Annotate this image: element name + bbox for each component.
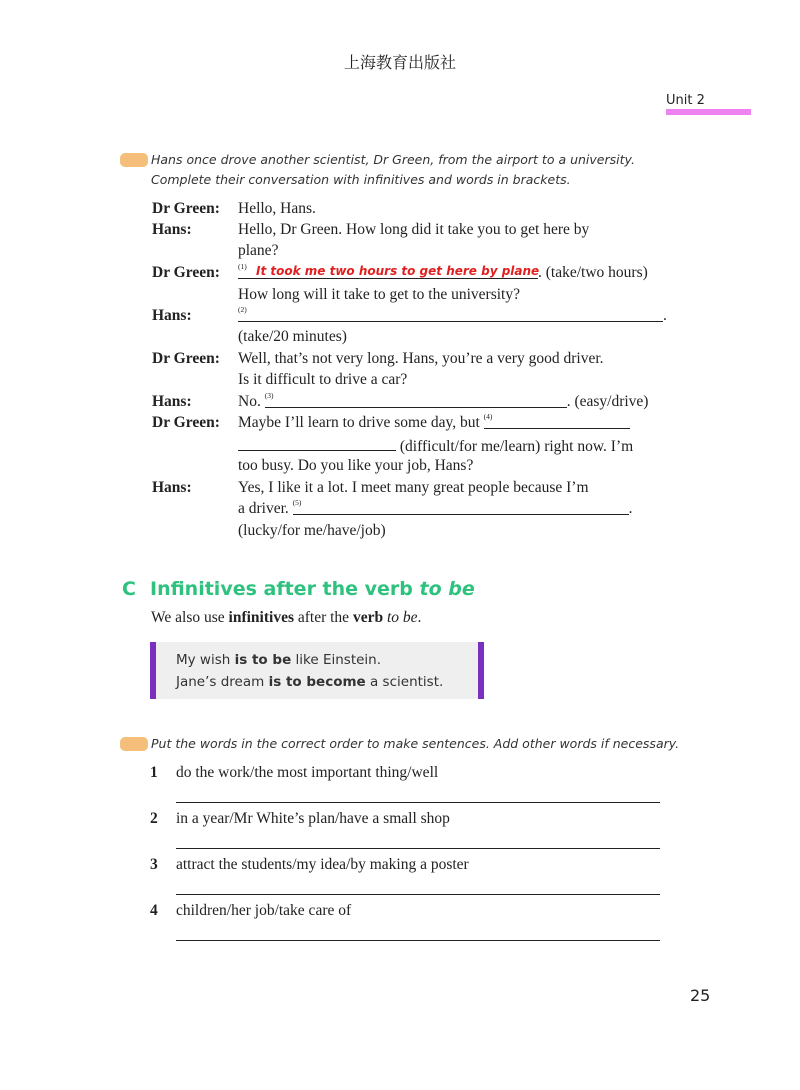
line-prefix: No. xyxy=(238,393,261,410)
section-intro xyxy=(151,609,421,627)
speaker-hans: Hans: xyxy=(152,221,192,238)
answer-blank-5[interactable] xyxy=(293,500,629,515)
hint-text: . xyxy=(628,500,633,517)
hint-text: (difficult/for me/learn) right now. I’m xyxy=(399,438,634,455)
example-box-right-border xyxy=(478,642,484,699)
line-prefix: Maybe I’ll learn to drive some day, but xyxy=(238,414,480,431)
section-title-main: Infinitives after the verb xyxy=(150,578,420,600)
speaker-dr-green: Dr Green: xyxy=(152,200,220,217)
blank-number: (4) xyxy=(483,412,493,421)
example-box-left-border xyxy=(150,642,156,699)
publisher-name: 上海教育出版社 xyxy=(343,53,456,72)
dialogue-line-blank-2 xyxy=(238,307,667,325)
item-words: do the work/the most important thing/well xyxy=(176,764,439,781)
section-title xyxy=(150,578,475,600)
blank-number: (1) xyxy=(238,262,247,271)
dialogue-line: plane? xyxy=(238,242,279,259)
dialogue-line-blank-4 xyxy=(238,414,630,432)
example-box xyxy=(150,642,484,699)
intro-italic: to be xyxy=(386,609,418,626)
answer-line[interactable] xyxy=(176,848,660,849)
example-sentence-2 xyxy=(176,674,443,690)
item-words: in a year/Mr White’s plan/have a small shop xyxy=(176,810,450,827)
dialogue-line: Well, that’s not very long. Hans, you’re a very good driver. xyxy=(238,350,604,367)
answer-line[interactable] xyxy=(176,802,660,803)
speaker-dr-green: Dr Green: xyxy=(152,264,220,281)
section-title-italic: to be xyxy=(419,578,475,600)
line-prefix: a driver. xyxy=(238,500,289,517)
item-words: attract the students/my idea/by making a poster xyxy=(176,856,469,873)
blank-number: (5) xyxy=(292,498,302,507)
example-bold: is to be xyxy=(234,652,292,668)
intro-bold: verb xyxy=(352,609,384,626)
dialogue-line-blank-3 xyxy=(238,393,648,411)
speaker-hans: Hans: xyxy=(152,393,192,410)
item-number: 2 xyxy=(150,810,158,827)
example-sentence-1 xyxy=(176,652,381,668)
example-text: My wish xyxy=(176,652,235,668)
dialogue-line: Hello, Dr Green. How long did it take you to get here by xyxy=(238,221,590,238)
instruction-line-2: Complete their conversation with infinitives and words in brackets. xyxy=(151,172,571,187)
intro-text: We also use xyxy=(151,609,229,626)
example-bold: is to become xyxy=(268,674,366,690)
intro-text: . xyxy=(417,609,422,626)
dialogue-line: (take/20 minutes) xyxy=(238,328,347,345)
exercise-tag-icon xyxy=(120,153,148,167)
page-number: 25 xyxy=(690,986,711,1005)
example-text: Jane’s dream xyxy=(176,674,269,690)
intro-bold: infinitives xyxy=(228,609,294,626)
dialogue-line: Is it difficult to drive a car? xyxy=(238,371,408,388)
dialogue-line: (lucky/for me/have/job) xyxy=(238,522,386,539)
hint-text: . xyxy=(663,307,667,324)
unit-label: Unit 2 xyxy=(666,93,705,108)
handwritten-answer-1: It took me two hours to get here by plane xyxy=(256,264,540,278)
section-letter: C xyxy=(122,578,136,600)
answer-blank-1[interactable] xyxy=(238,264,538,279)
item-words: children/her job/take care of xyxy=(176,902,352,919)
speaker-hans: Hans: xyxy=(152,307,192,324)
answer-blank-3[interactable] xyxy=(265,393,567,408)
item-number: 4 xyxy=(150,902,158,919)
intro-text: after the xyxy=(293,609,353,626)
speaker-dr-green: Dr Green: xyxy=(152,414,220,431)
example-text: a scientist. xyxy=(365,674,444,690)
item-number: 1 xyxy=(150,764,158,781)
answer-blank-2[interactable] xyxy=(238,307,663,322)
dialogue-line-blank-1 xyxy=(238,264,648,282)
speaker-dr-green: Dr Green: xyxy=(152,350,220,367)
blank-number: (2) xyxy=(238,305,247,314)
exercise-tag-icon xyxy=(120,737,148,751)
dialogue-line: too busy. Do you like your job, Hans? xyxy=(238,457,474,474)
hint-text: . (take/two hours) xyxy=(538,264,648,281)
exercise1-instruction xyxy=(151,150,635,190)
speaker-hans: Hans: xyxy=(152,479,192,496)
answer-blank-4-continued[interactable] xyxy=(238,436,396,451)
exercise2-instruction: Put the words in the correct order to make sentences. Add other words if necessary. xyxy=(151,736,680,751)
blank-number: (3) xyxy=(264,391,274,400)
dialogue-line: How long will it take to get to the university? xyxy=(238,286,520,303)
dialogue-line-blank-4-cont xyxy=(238,436,633,456)
dialogue-line: Yes, I like it a lot. I meet many great people because I’m xyxy=(238,479,589,496)
item-number: 3 xyxy=(150,856,158,873)
dialogue-line-blank-5 xyxy=(238,500,633,518)
hint-text: . (easy/drive) xyxy=(566,393,649,410)
unit-color-bar xyxy=(666,109,751,115)
answer-line[interactable] xyxy=(176,894,660,895)
example-text: like Einstein. xyxy=(291,652,382,668)
instruction-line-1: Hans once drove another scientist, Dr Green, from the airport to a university. xyxy=(151,152,635,167)
answer-blank-4[interactable] xyxy=(484,414,630,429)
dialogue-line: Hello, Hans. xyxy=(238,200,316,217)
answer-line[interactable] xyxy=(176,940,660,941)
